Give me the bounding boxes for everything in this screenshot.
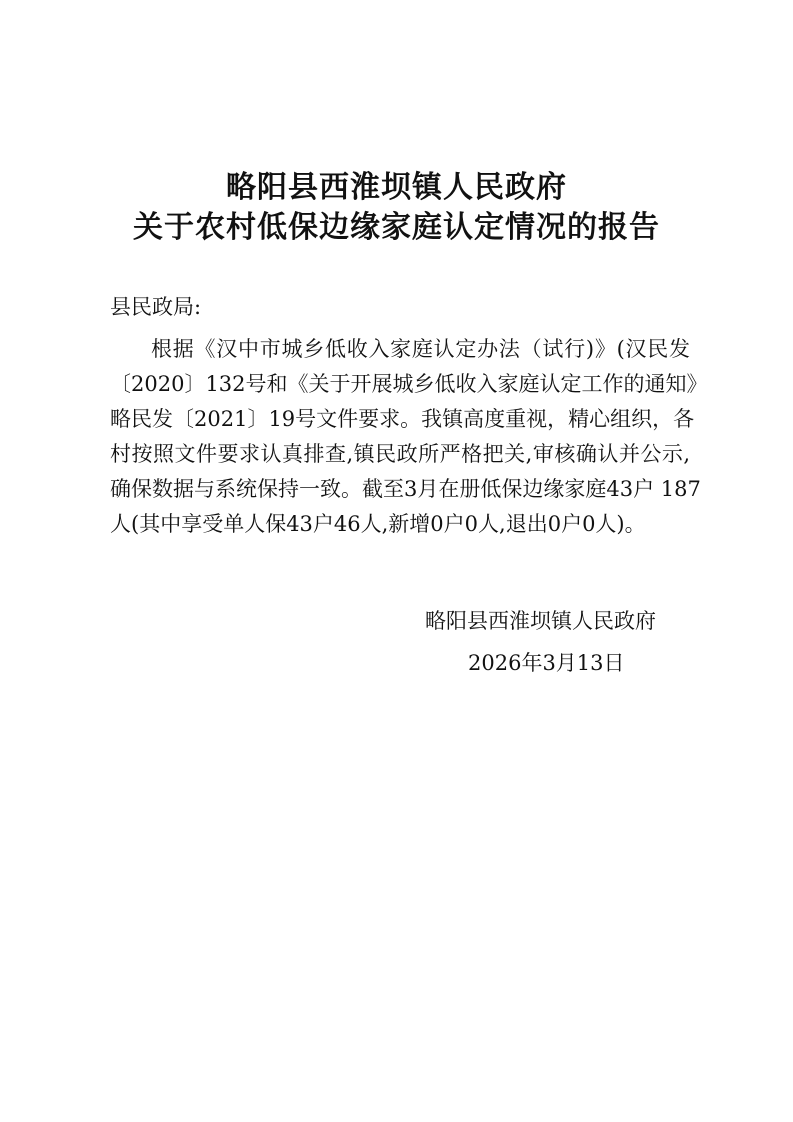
signature-organization: 略阳县西淮坝镇人民政府 [425,609,656,633]
body-line: 村按照文件要求认真排查,镇民政所严格把关,审核确认并公示, [110,442,690,466]
salutation: 县民政局: [110,295,202,319]
body-line: 确保数据与系统保持一致。截至3月在册低保边缘家庭43户 187 [110,477,701,501]
title-line-1: 略阳县西淮坝镇人民政府 [226,170,567,205]
title-line-2: 关于农村低保边缘家庭认定情况的报告 [133,210,660,245]
document-title [0,168,793,248]
body-line: 略民发〔2021〕19号文件要求。我镇高度重视，精心组织，各 [110,407,695,431]
signature-date: 2026年3月13日 [468,651,625,675]
body-line: 〔2020〕132号和《关于开展城乡低收入家庭认定工作的通知》 [110,372,708,396]
body-line: 根据《汉中市城乡低收入家庭认定办法（试行)》(汉民发 [151,337,690,361]
body-line: 人(其中享受单人保43户46人,新增0户0人,退出0户0人)。 [110,512,646,536]
